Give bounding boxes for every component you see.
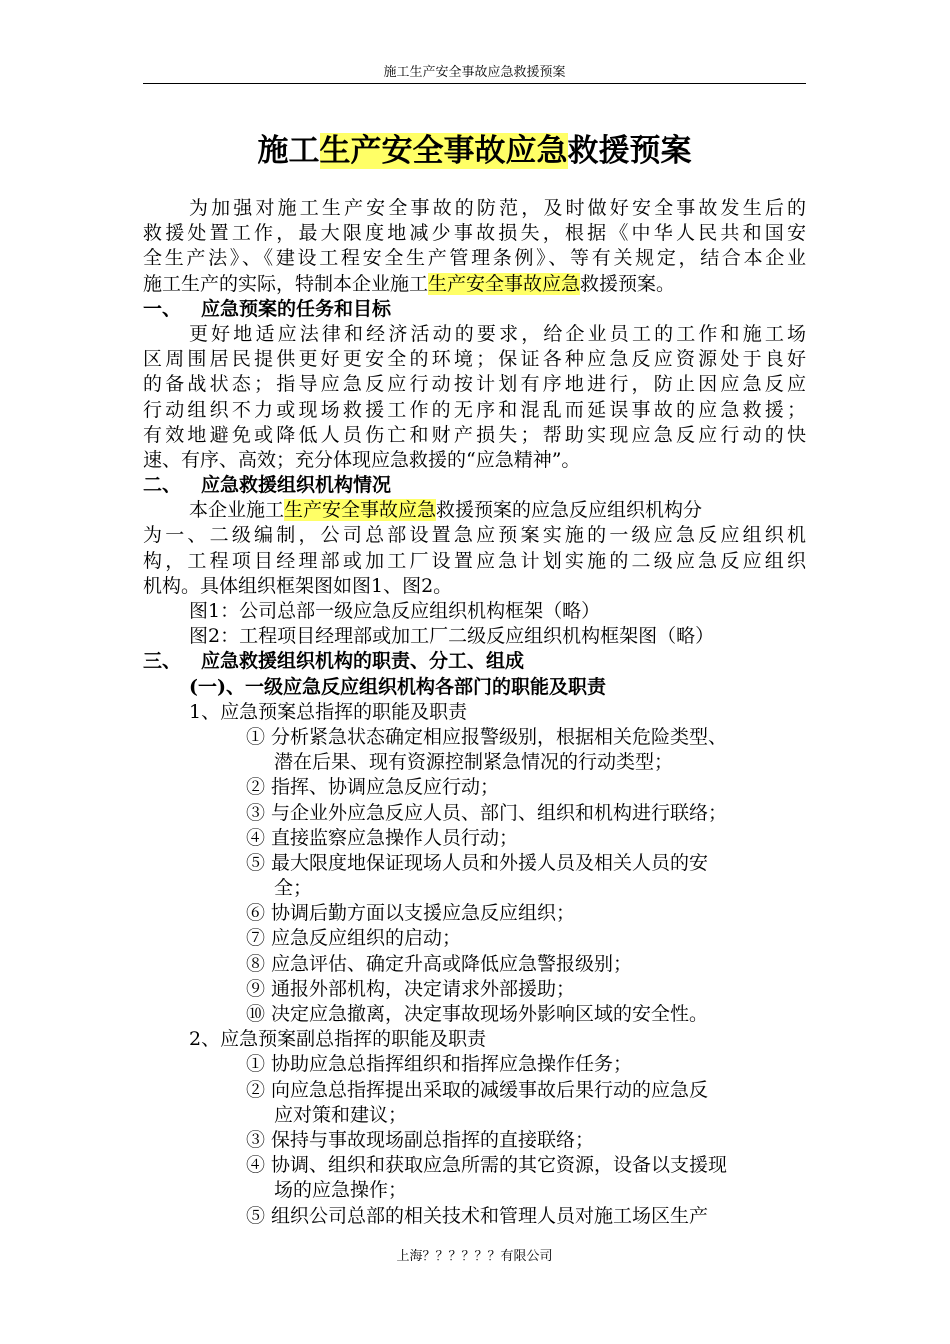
duty-item-continuation: 场的应急操作； xyxy=(274,1179,408,1202)
section-1-line: 更好地适应法律和经济活动的要求，给企业员工的工作和施工场 xyxy=(189,322,806,345)
duty-item: ⑩ 决定应急撤离，决定事故现场外影响区域的安全性。 xyxy=(246,1003,709,1025)
section-2-highlight: 生产安全事故应急 xyxy=(284,499,437,522)
intro-line: 救援处置工作，最大限度地减少事故损失，根据《中华人民共和国安 xyxy=(143,222,806,245)
duty-group-title: 1、应急预案总指挥的职能及职责 xyxy=(189,700,468,723)
duty-item: ② 向应急总指挥提出采取的减缓事故后果行动的应急反 xyxy=(246,1078,709,1101)
section-title: 应急救援组织机构情况 xyxy=(201,474,392,497)
section-2-line: 为一、二级编制，公司总部设置急应预案实施的一级应急反应组织机 xyxy=(143,524,806,547)
duty-item: ⑦ 应急反应组织的启动； xyxy=(246,927,462,950)
duty-item-continuation: 应对策和建议； xyxy=(274,1103,408,1126)
intro-text: 施工生产的实际，特制本企业施工 xyxy=(143,272,429,295)
duty-item: ⑨ 通报外部机构，决定请求外部援助； xyxy=(246,977,576,1000)
duty-item: ⑤ 组织公司总部的相关技术和管理人员对施工场区生产 xyxy=(246,1204,709,1227)
figure-1-caption: 图1：公司总部一级应急反应组织机构框架（略） xyxy=(189,600,601,622)
section-1-line: 速、有序、高效；充分体现应急救援的“应急精神”。 xyxy=(143,448,581,471)
document-title xyxy=(143,126,806,176)
subsection-heading: (一)、一级应急反应组织机构各部门的职能及职责 xyxy=(189,675,606,698)
duty-item-continuation: 潜在后果、现有资源控制紧急情况的行动类型； xyxy=(274,751,674,774)
intro-line: 全生产法》、《建设工程安全生产管理条例》、等有关规定，结合本企业 xyxy=(143,247,806,270)
intro-line: 为加强对施工生产安全事故的防范，及时做好安全事故发生后的 xyxy=(189,197,806,219)
section-2-line xyxy=(143,498,806,523)
section-2-line: 构，工程项目经理部或加工厂设置应急计划实施的二级应急反应组织 xyxy=(143,549,806,572)
duty-item: ⑧ 应急评估、确定升高或降低应急警报级别； xyxy=(246,952,633,975)
duty-item: ⑤ 最大限度地保证现场人员和外援人员及相关人员的安 xyxy=(246,851,709,874)
section-1-line: 行动组织不力或现场救援工作的无序和混乱而延误事故的应急救援； xyxy=(143,398,806,421)
section-2-text: 救援预案的应急反应组织机构分 xyxy=(436,499,703,522)
intro-text: 救援预案。 xyxy=(580,272,676,295)
section-number: 二、 xyxy=(143,474,182,497)
section-3-heading xyxy=(143,649,806,674)
section-1-heading xyxy=(143,297,806,322)
header-rule xyxy=(143,83,806,84)
duty-group-title: 2、应急预案副总指挥的职能及职责 xyxy=(189,1028,487,1051)
duty-item: ④ 直接监察应急操作人员行动； xyxy=(246,826,519,849)
section-number: 一、 xyxy=(143,297,182,320)
title-prefix: 施工 xyxy=(257,133,320,169)
duty-item: ① 分析紧急状态确定相应报警级别，根据相关危险类型、 xyxy=(246,725,728,748)
section-1-line: 区周围居民提供更好更安全的环境；保证各种应急反应资源处于良好 xyxy=(143,348,806,371)
section-2-line: 机构。具体组织框架图如图1、图2。 xyxy=(143,574,453,597)
title-highlight: 生产安全事故应急 xyxy=(319,133,568,169)
duty-item: ③ 与企业外应急反应人员、部门、组织和机构进行联络； xyxy=(246,801,728,824)
duty-item: ⑥ 协调后勤方面以支援应急反应组织； xyxy=(246,902,576,925)
section-number: 三、 xyxy=(143,650,182,673)
section-title: 应急救援组织机构的职责、分工、组成 xyxy=(201,650,525,673)
section-title: 应急预案的任务和目标 xyxy=(201,297,392,320)
running-footer: 上海？？？？？？有限公司 xyxy=(396,1249,553,1264)
title-suffix: 救援预案 xyxy=(567,133,692,169)
section-2-text: 本企业施工 xyxy=(189,499,285,522)
duty-item: ② 指挥、协调应急反应行动； xyxy=(246,776,500,799)
figure-2-caption: 图2：工程项目经理部或加工厂二级反应组织机构框架图（略） xyxy=(189,625,715,648)
intro-line xyxy=(143,272,806,297)
running-header: 施工生产安全事故应急救援预案 xyxy=(383,65,566,80)
duty-item: ① 协助应急总指挥组织和指挥应急操作任务； xyxy=(246,1053,633,1076)
duty-item-continuation: 全； xyxy=(274,877,313,900)
section-1-line: 的备战状态；指导应急反应行动按计划有序地进行，防止因应急反应 xyxy=(143,373,806,396)
document-body xyxy=(143,196,806,1229)
section-2-heading xyxy=(143,473,806,498)
section-1-line: 有效地避免或降低人员伤亡和财产损失；帮助实现应急反应行动的快 xyxy=(143,423,806,446)
intro-highlight: 生产安全事故应急 xyxy=(428,272,581,295)
duty-item: ④ 协调、组织和获取应急所需的其它资源，设备以支援现 xyxy=(246,1154,728,1177)
duty-item: ③ 保持与事故现场副总指挥的直接联络； xyxy=(246,1128,595,1151)
